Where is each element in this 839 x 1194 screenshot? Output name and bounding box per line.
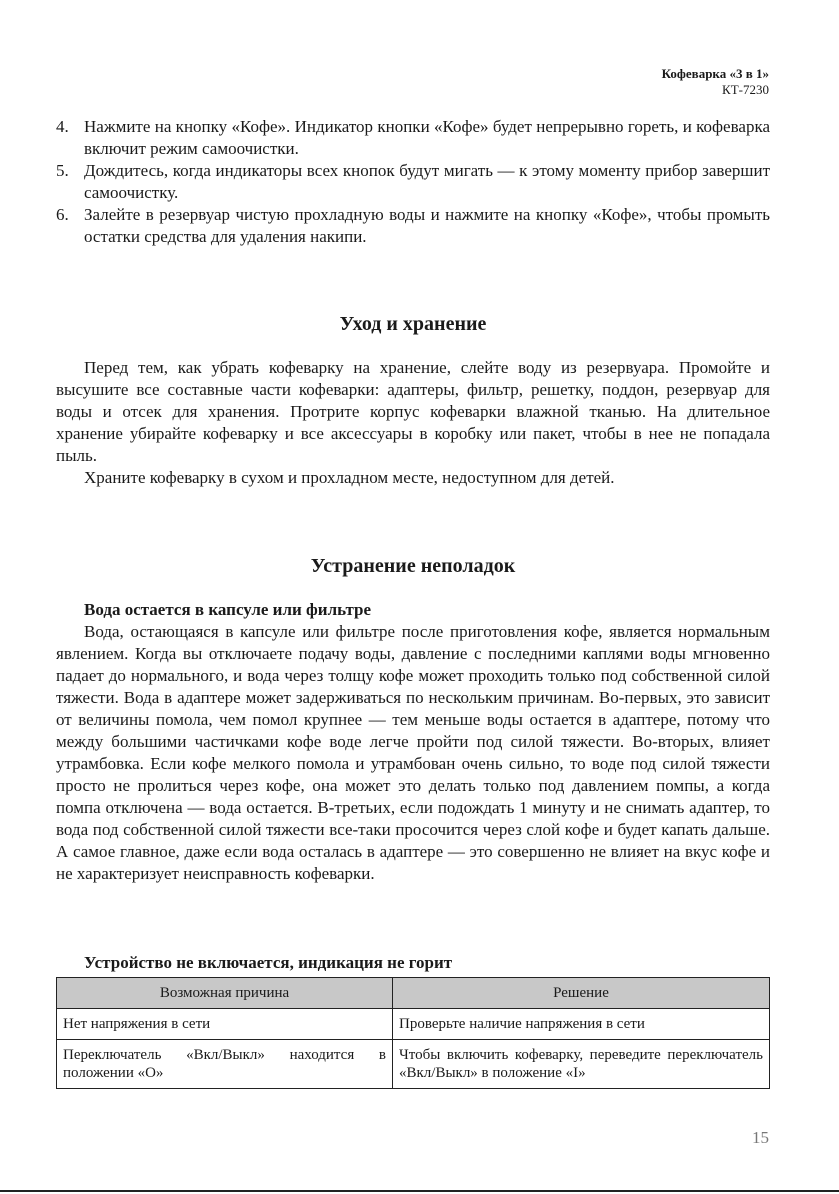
care-section-body (56, 357, 770, 489)
step-number: 4. (56, 117, 69, 136)
solution-cell: Чтобы включить кофеварку, переведите переключатель «Вкл/Выкл» в положение «I» (393, 1040, 770, 1089)
cleaning-steps-list (56, 116, 770, 248)
column-header-cause: Возможная причина (57, 978, 393, 1009)
water-issue-heading: Вода остается в капсуле или фильтре (84, 600, 372, 619)
solution-cell: Проверьте наличие напряжения в сети (393, 1009, 770, 1040)
care-paragraph: Перед тем, как убрать кофеварку на хранение, слейте воду из резервуара. Промойте и высушите все составные части кофеварки: адаптеры, фильтр, решетку, поддон, резервуар для воды и отсек для хранения. Протрите корпус кофеварки влажной тканью. На длительное хранение убирайте кофеварку и все аксессуары в коробку или пакет, чтобы в нее не попадала пыль. (56, 358, 770, 465)
list-item (56, 204, 770, 248)
table-row (57, 1009, 770, 1040)
cause-cell: Переключатель «Вкл/Выкл» находится в положении «О» (57, 1040, 393, 1089)
model-code: КТ-7230 (722, 82, 769, 97)
step-number: 5. (56, 161, 69, 180)
troubleshooting-water-block (56, 599, 770, 885)
step-text: Дождитесь, когда индикаторы всех кнопок будут мигать — к этому моменту прибор завершит самоочистку. (84, 161, 770, 202)
step-number: 6. (56, 205, 69, 224)
page-number: 15 (752, 1128, 769, 1147)
storage-paragraph: Храните кофеварку в сухом и прохладном месте, недоступном для детей. (84, 468, 615, 487)
step-text: Нажмите на кнопку «Кофе». Индикатор кнопки «Кофе» будет непрерывно гореть, и кофеварка включит режим самоочистки. (84, 117, 770, 158)
device-issue-heading: Устройство не включается, индикация не горит (84, 953, 453, 972)
table-row (57, 1040, 770, 1089)
troubleshooting-table (56, 977, 770, 1089)
page-header (662, 66, 769, 98)
list-item (56, 116, 770, 160)
cause-cell: Нет напряжения в сети (57, 1009, 393, 1040)
step-text: Залейте в резервуар чистую прохладную воды и нажмите на кнопку «Кофе», чтобы промыть остатки средства для удаления накипи. (84, 205, 770, 246)
care-section-title: Уход и хранение (339, 313, 487, 335)
footer-divider (0, 1190, 839, 1192)
device-issue-heading-wrap (56, 952, 770, 974)
model-name: Кофеварка «3 в 1» (661, 66, 769, 81)
column-header-solution: Решение (393, 978, 770, 1009)
water-issue-text: Вода, остающаяся в капсуле или фильтре после приготовления кофе, является нормальным явлением. Когда вы отключаете подачу воды, давление с последними каплями воды мгновенно падает до нормального, и вода через толщу кофе может проходить только под собственной силой тяжести. Вода в адаптере может задерживаться по нескольким причинам. Во-первых, это зависит от величины помола, чем помол крупнее — тем меньше воды остается в адаптере, потому что между большими частичками кофе воде легче пройти под силой тяжести. Во-вторых, влияет утрамбовка. Если кофе мелкого помола и утрамбован очень сильно, то воде под силой тяжести просто не пролиться через кофе, она может это делать только под давлением помпы, а когда помпа отключена — вода остается. В-третьих, если подождать 1 минуту и не снимать адаптер, то вода под собственной силой тяжести все-таки просочится через слой кофе и будет капать дальше. А самое главное, даже если вода осталась в адаптере — это совершенно не влияет на вкус кофе и не характеризует неисправность кофеварки. (56, 622, 770, 883)
list-item (56, 160, 770, 204)
troubleshooting-section-title: Устранение неполадок (310, 555, 516, 577)
table-header-row (57, 978, 770, 1009)
